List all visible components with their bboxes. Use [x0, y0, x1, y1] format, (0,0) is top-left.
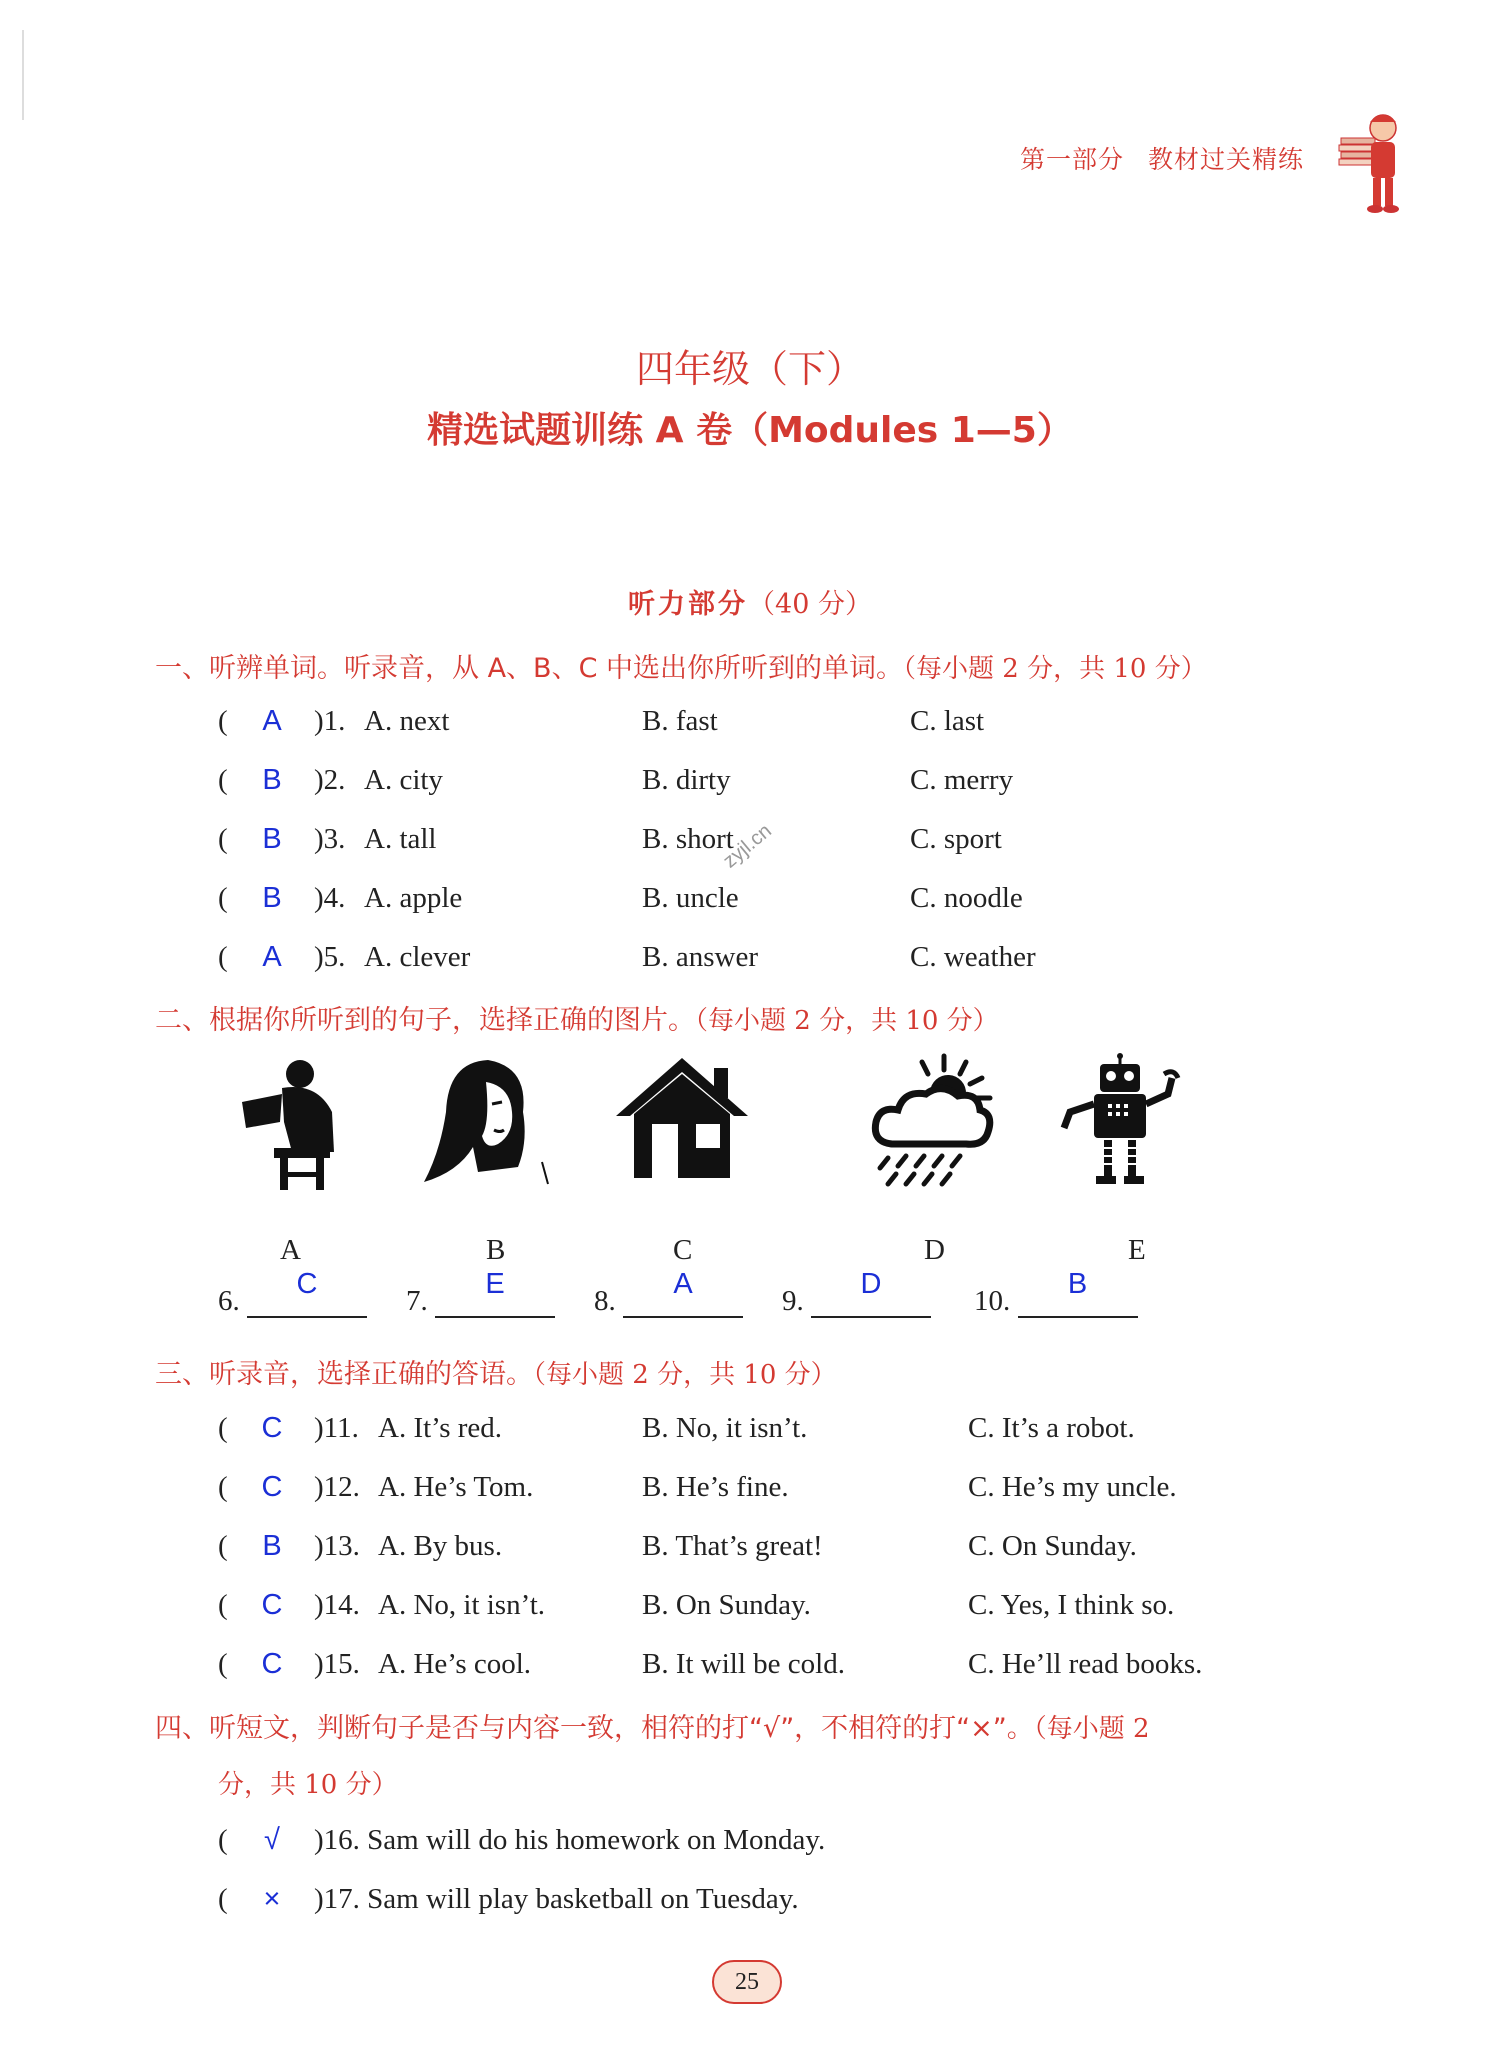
option-c: C. Yes, I think so. [968, 1589, 1175, 1621]
blank-number: 10. [974, 1285, 1011, 1317]
section-1-heading [155, 646, 1207, 685]
listening-part-score: （40 分） [748, 589, 872, 620]
question-row: ( C )14. A. No, it isn’t. B. On Sunday. C. Yes, I think so. [218, 1589, 1175, 1621]
blank-number: 9. [782, 1285, 804, 1317]
option-a: A. next [364, 705, 450, 737]
answer: B [262, 823, 282, 855]
option-b: B. That’s great! [642, 1530, 823, 1562]
paper-title: 精选试题训练 A 卷（Modules 1—5） [427, 410, 1073, 451]
option-a: A. By bus. [378, 1530, 503, 1562]
option-b: B. short [642, 823, 734, 855]
blank-number: 8. [594, 1285, 616, 1317]
question-row: ( A )1. A. next B. fast C. last [218, 705, 985, 737]
question-number: )1. [314, 705, 346, 737]
question-row: ( C )11. A. It’s red. B. No, it isn’t. C. It’s a robot. [218, 1412, 1135, 1444]
option-b: B. fast [642, 705, 718, 737]
woman-face-icon [418, 1052, 558, 1192]
section-4-note-2: 分，共 10 分） [218, 1770, 398, 1800]
answer-blank [594, 1268, 743, 1318]
blank-answer: B [1067, 1268, 1088, 1300]
question-row: ( B )3. A. tall B. short C. sport [218, 823, 1002, 855]
answer-mark: × [263, 1883, 281, 1915]
option-c: C. He’ll read books. [968, 1648, 1203, 1680]
picture-e [1050, 1052, 1190, 1222]
answer: A [262, 941, 282, 973]
listening-part-label: 听力部分 [628, 589, 749, 620]
grade-title: 四年级（下） [635, 347, 864, 391]
option-c: C. last [910, 705, 985, 737]
statement: )17. Sam will play basketball on Tuesday. [314, 1883, 799, 1915]
section-2-title: 二、根据你所听到的句子，选择正确的图片。 [155, 1005, 695, 1036]
question-row: ( C )15. A. He’s cool. B. It will be cold. C. He’ll read books. [218, 1648, 1203, 1680]
blank-answer: E [485, 1268, 505, 1300]
blank-answer: A [673, 1268, 693, 1300]
question-number: )14. [314, 1589, 360, 1621]
option-c: C. noodle [910, 882, 1023, 914]
rain-cloud-sun-icon [866, 1052, 1006, 1192]
question-row: ( × )17. Sam will play basketball on Tuesday. [218, 1883, 799, 1915]
option-c: C. He’s my uncle. [968, 1471, 1177, 1503]
option-b: B. On Sunday. [642, 1589, 811, 1621]
option-a: A. apple [364, 882, 463, 914]
question-number: )12. [314, 1471, 360, 1503]
section-3-title: 三、听录音，选择正确的答语。 [155, 1359, 533, 1390]
section-3-note: （每小题 2 分，共 10 分） [533, 1360, 837, 1390]
page-number: 25 [712, 1960, 782, 2004]
question-row: ( C )12. A. He’s Tom. B. He’s fine. C. He’s my uncle. [218, 1471, 1177, 1503]
option-a: A. city [364, 764, 443, 796]
question-number: )15. [314, 1648, 360, 1680]
option-a: A. It’s red. [378, 1412, 503, 1444]
picture-label: C [673, 1234, 693, 1266]
answer-blank [218, 1268, 367, 1318]
section-4-note-1: （每小题 2 [1033, 1714, 1150, 1744]
running-header [1020, 140, 1304, 176]
statement: )16. Sam will do his homework on Monday. [314, 1824, 826, 1856]
option-b: B. uncle [642, 882, 739, 914]
question-number: )2. [314, 764, 346, 796]
section-2-note: （每小题 2 分，共 10 分） [695, 1006, 999, 1036]
option-c: C. On Sunday. [968, 1530, 1137, 1562]
answer-blank [782, 1268, 931, 1318]
option-b: B. dirty [642, 764, 731, 796]
option-a: A. He’s Tom. [378, 1471, 534, 1503]
answer: C [261, 1471, 283, 1503]
section-4-heading [155, 1706, 1150, 1745]
option-a: A. No, it isn’t. [378, 1589, 546, 1621]
answer: B [262, 764, 282, 796]
answer-mark: √ [264, 1824, 280, 1856]
section-4-title: 四、听短文，判断句子是否与内容一致，相符的打“√”，不相符的打“×”。 [155, 1713, 1034, 1744]
picture-b [418, 1052, 558, 1222]
option-a: A. tall [364, 823, 437, 855]
mascot-boy-with-books-icon [1335, 108, 1405, 218]
section-1-title: 一、听辨单词。听录音，从 A、B、C 中选出你所听到的单词。 [155, 653, 904, 684]
option-a: A. He’s cool. [378, 1648, 532, 1680]
section-3-heading [155, 1352, 837, 1391]
question-row: ( A )5. A. clever B. answer C. weather [218, 941, 1036, 973]
blank-answer: D [860, 1268, 882, 1300]
blank-number: 7. [406, 1285, 428, 1317]
answer: B [262, 882, 282, 914]
page-edge-line [22, 30, 24, 120]
question-number: )11. [314, 1412, 359, 1444]
option-c: C. merry [910, 764, 1014, 796]
answer: C [261, 1412, 283, 1444]
robot-icon [1050, 1052, 1190, 1192]
header-part: 第一部分 [1020, 145, 1125, 174]
option-b: B. It will be cold. [642, 1648, 845, 1680]
blank-number: 6. [218, 1285, 240, 1317]
option-c: C. It’s a robot. [968, 1412, 1135, 1444]
answer: A [262, 705, 282, 737]
watermark: zyjl.cn [719, 819, 776, 873]
option-a: A. clever [364, 941, 471, 973]
answer: C [261, 1648, 283, 1680]
listening-part-heading [0, 582, 1500, 621]
picture-c [612, 1052, 752, 1222]
house-icon [612, 1052, 752, 1192]
question-row: ( B )4. A. apple B. uncle C. noodle [218, 882, 1023, 914]
option-b: B. answer [642, 941, 758, 973]
question-number: )3. [314, 823, 346, 855]
blank-answer: C [296, 1268, 318, 1300]
picture-label: E [1128, 1234, 1146, 1266]
question-number: )13. [314, 1530, 360, 1562]
answer: B [262, 1530, 282, 1562]
section-2-heading [155, 998, 999, 1037]
picture-label: D [924, 1234, 945, 1266]
option-b: B. He’s fine. [642, 1471, 789, 1503]
answer: C [261, 1589, 283, 1621]
answer-blank [406, 1268, 555, 1318]
question-row: ( √ )16. Sam will do his homework on Monday. [218, 1824, 826, 1856]
option-c: C. sport [910, 823, 1002, 855]
section-1-note: （每小题 2 分，共 10 分） [903, 654, 1207, 684]
picture-a [222, 1052, 362, 1222]
header-section: 教材过关精练 [1148, 145, 1305, 174]
picture-label: B [486, 1234, 506, 1266]
picture-label: A [280, 1234, 301, 1266]
answer-blank [974, 1268, 1138, 1318]
question-row: ( B )2. A. city B. dirty C. merry [218, 764, 1014, 796]
reading-person-icon [222, 1052, 362, 1192]
question-row: ( B )13. A. By bus. B. That’s great! C. On Sunday. [218, 1530, 1137, 1562]
option-c: C. weather [910, 941, 1036, 973]
picture-d [866, 1052, 1006, 1222]
option-b: B. No, it isn’t. [642, 1412, 808, 1444]
question-number: )4. [314, 882, 346, 914]
question-number: )5. [314, 941, 346, 973]
